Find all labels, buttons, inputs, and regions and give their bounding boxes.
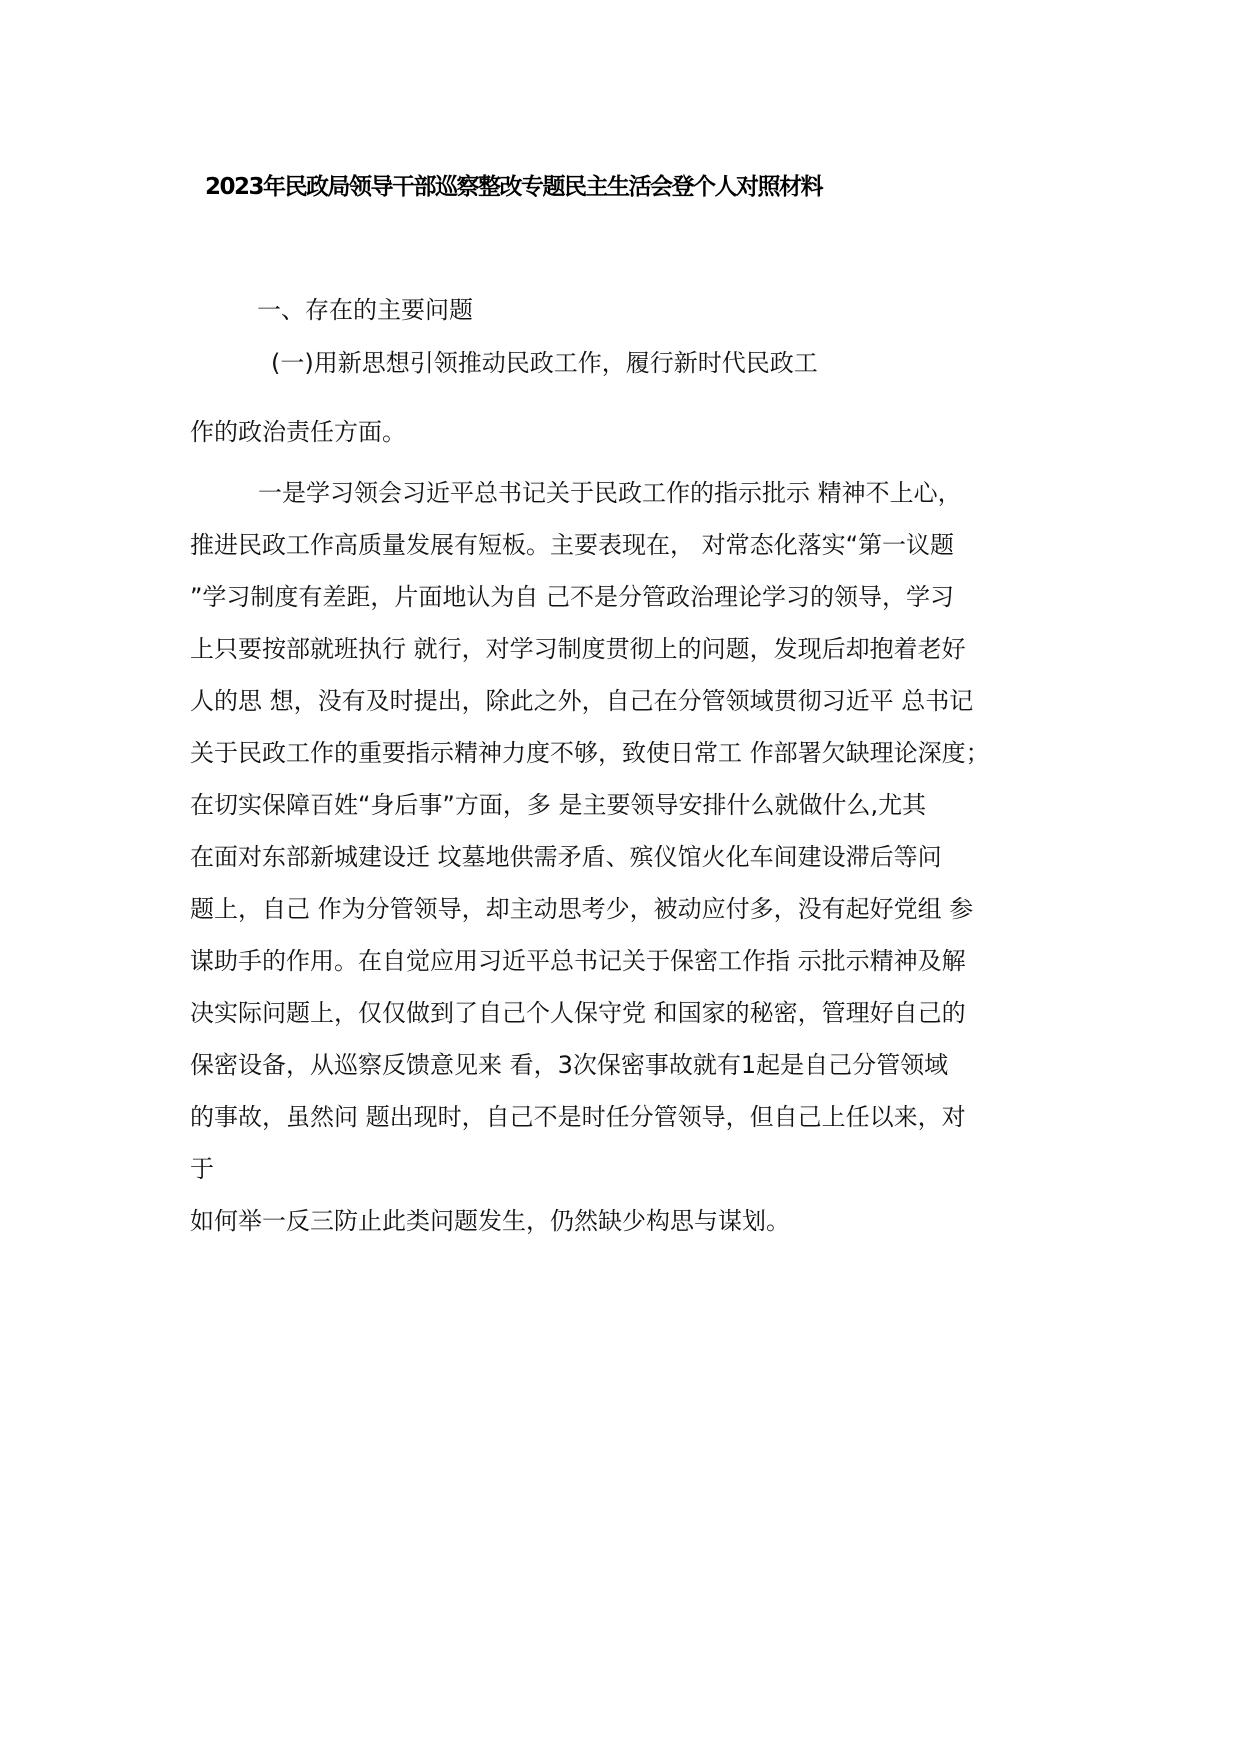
document-title: 2023年民政局领导干部巡察整改专题民主生活会登个人对照材料 (205, 174, 823, 200)
body-line: 关于民政工作的重要指示精神力度不够，致使日常工 作部署欠缺理论深度； (190, 739, 990, 767)
body-line: 如何举一反三防止此类问题发生，仍然缺少构思与谋划。 (190, 1207, 790, 1235)
body-line: 上只要按部就班执行 就行，对学习制度贯彻上的问题，发现后却抱着老好 (190, 635, 966, 663)
body-line: 于 (190, 1155, 214, 1183)
subsection-heading-line-1: (一)用新思想引领推动民政工作，履行新时代民政工 (271, 349, 818, 377)
body-line: 保密设备，从巡察反馈意见来 看，3次保密事故就有1起是自己分管领域 (190, 1051, 949, 1079)
body-line: 的事故，虽然问 题出现时，自己不是时任分管领导，但自己上任以来，对 (190, 1103, 966, 1131)
body-line: 决实际问题上，仅仅做到了自己个人保守党 和国家的秘密，管理好自己的 (190, 999, 966, 1027)
body-line: 谋助手的作用。在自觉应用习近平总书记关于保密工作指 示批示精神及解 (190, 947, 966, 975)
body-line: ”学习制度有差距，片面地认为自 己不是分管政治理论学习的领导，学习 (190, 583, 955, 611)
body-line: 在切实保障百姓“身后事”方面，多 是主要领导安排什么就做什么,尤其 (190, 791, 927, 819)
body-line: 在面对东部新城建设迁 坟墓地供需矛盾、殡仪馆火化车间建设滞后等问 (190, 843, 942, 871)
body-line: 题上，自己 作为分管领导，却主动思考少，被动应付多，没有起好党组 参 (190, 895, 974, 923)
body-line: 推进民政工作高质量发展有短板。主要表现在， 对常态化落实“第一议题 (190, 531, 955, 559)
subsection-heading-line-2: 作的政治责任方面。 (190, 418, 406, 446)
body-line: 一是学习领会习近平总书记关于民政工作的指示批示 精神不上心， (258, 479, 962, 507)
body-line: 人的思 想，没有及时提出，除此之外，自己在分管领域贯彻习近平 总书记 (190, 687, 974, 715)
section-heading: 一、存在的主要问题 (257, 296, 473, 324)
